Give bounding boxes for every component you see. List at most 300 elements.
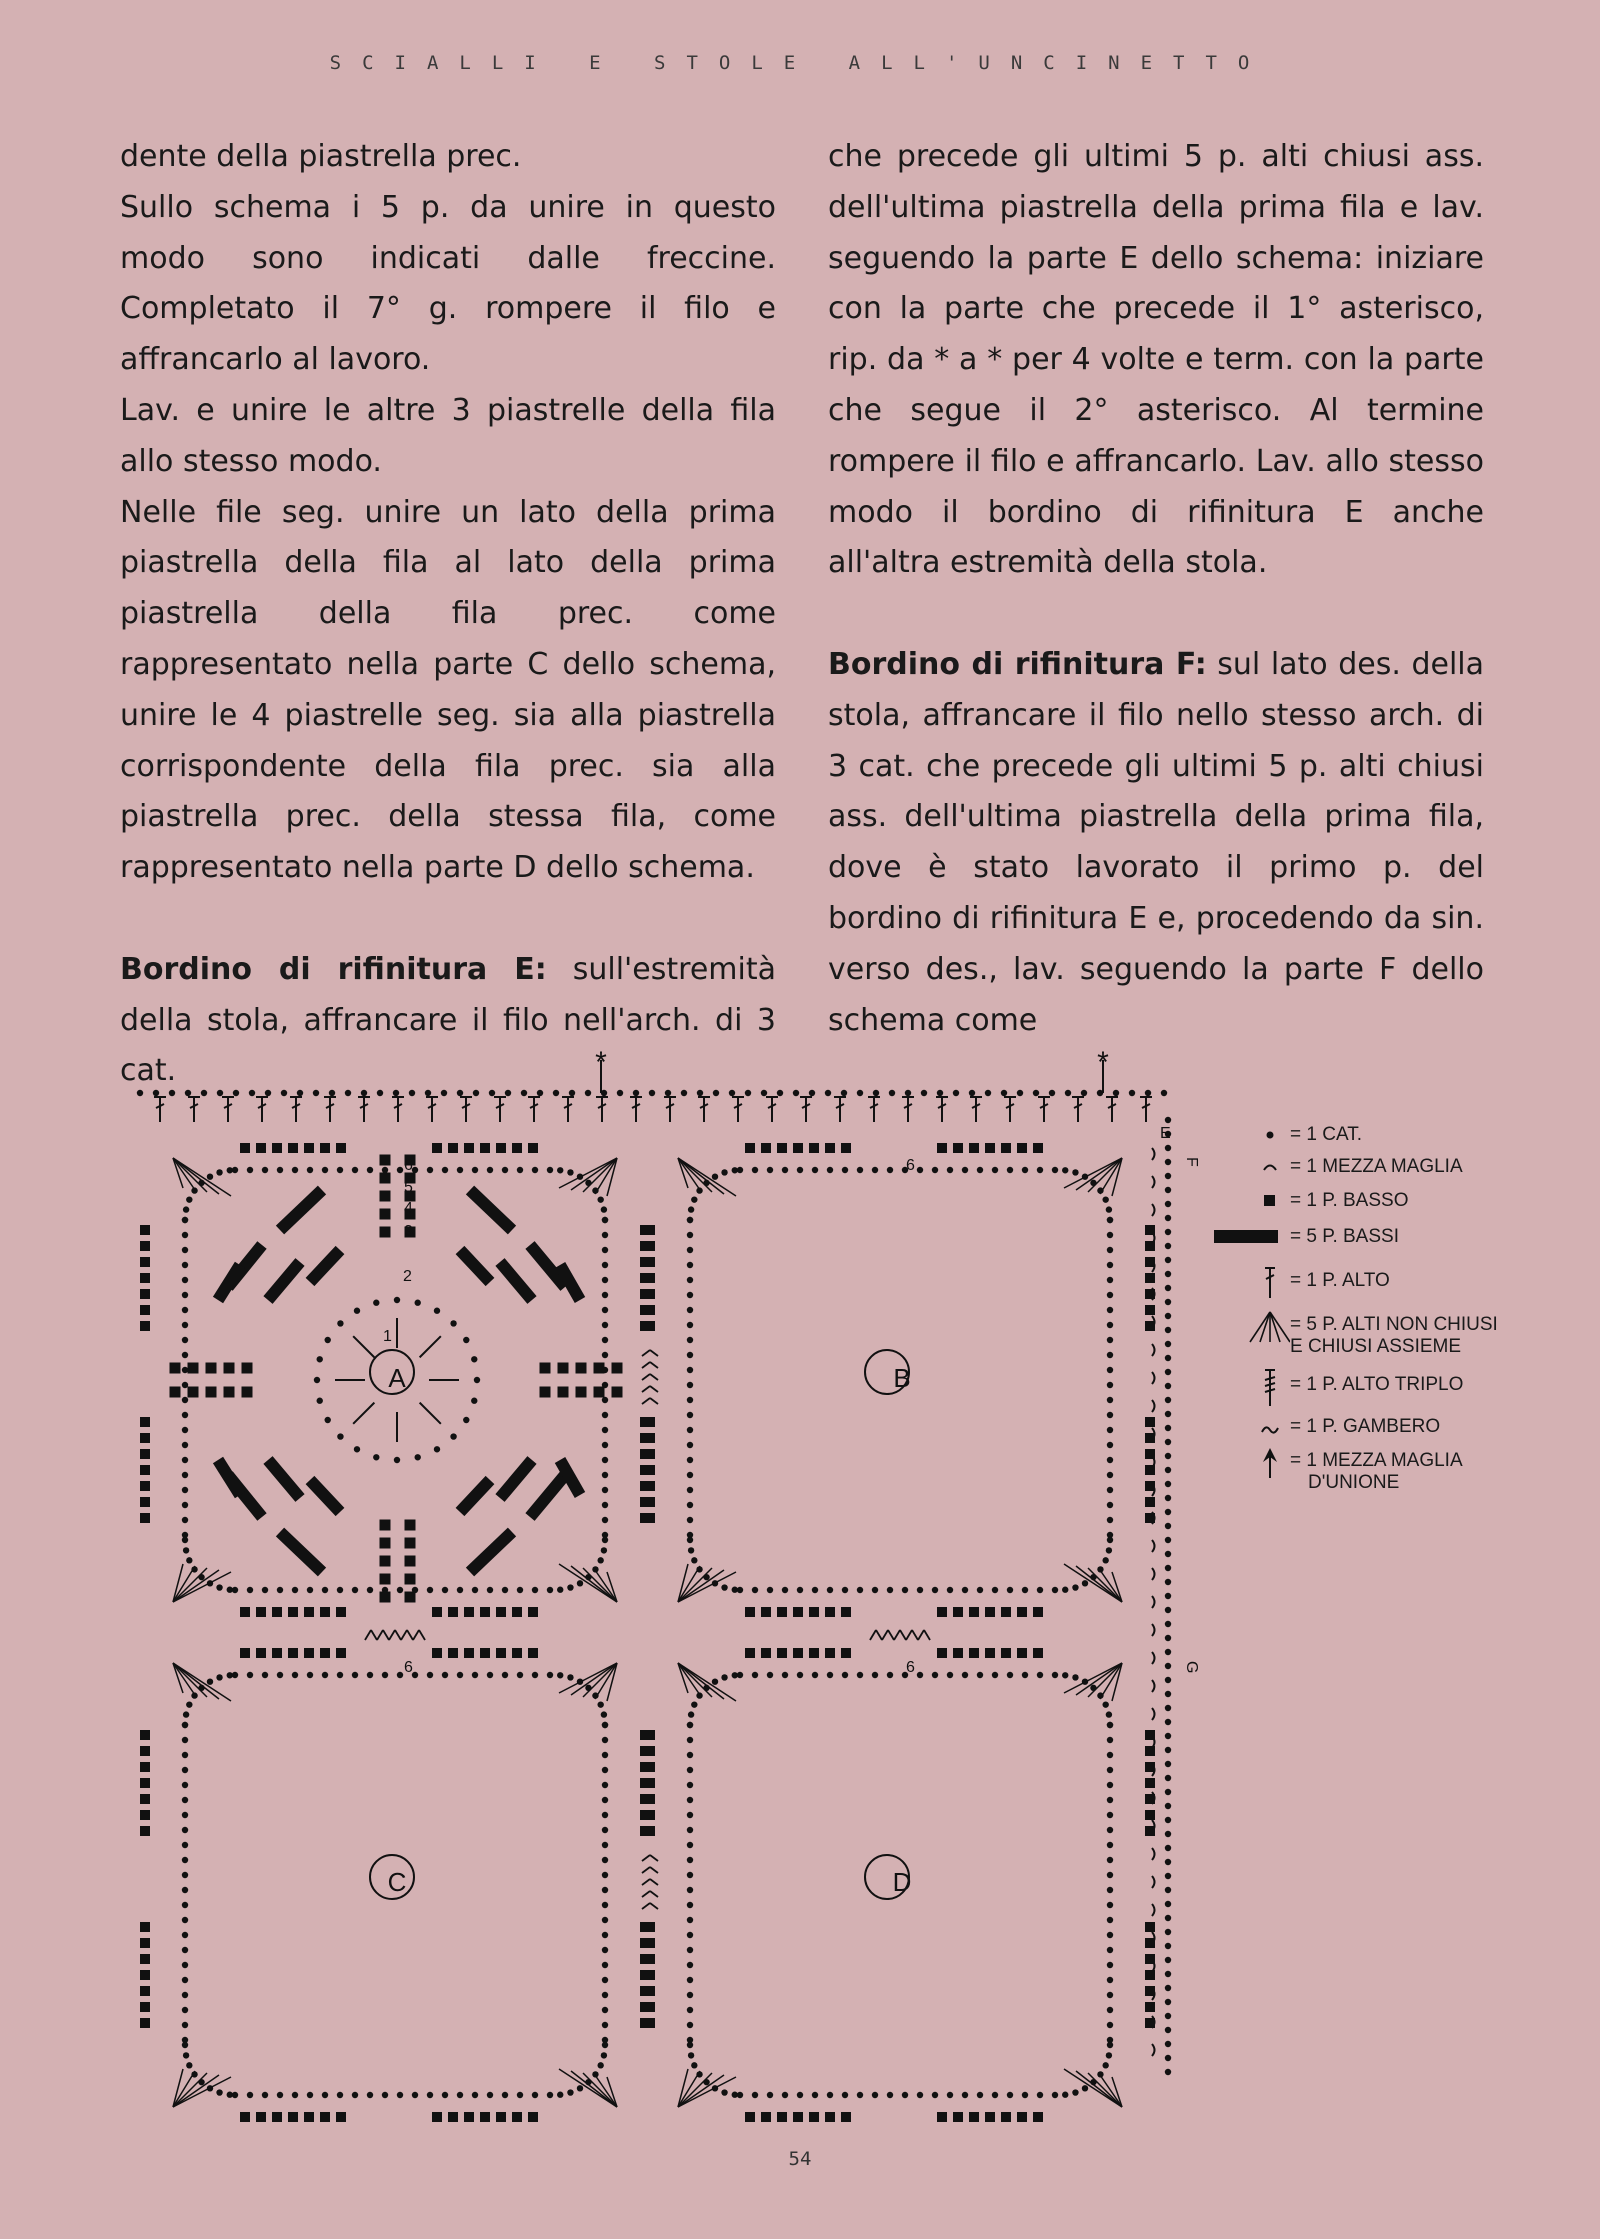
single-crochet-mark [1145, 1481, 1155, 1491]
single-crochet-mark [480, 1648, 490, 1658]
chain-dot [182, 1337, 188, 1343]
chain-dot [1165, 1887, 1171, 1893]
chain-dot [1107, 1842, 1113, 1848]
chain-dot [182, 1992, 188, 1998]
stitch-line [678, 1663, 700, 1695]
single-crochet-mark [841, 1607, 851, 1617]
chain-dot [367, 1672, 373, 1678]
stitch-line [559, 1564, 617, 1602]
chain-dot [1007, 1672, 1013, 1678]
single-crochet-mark [170, 1363, 181, 1374]
chain-dot [182, 1247, 188, 1253]
single-crochet-mark [825, 1648, 835, 1658]
chain-dot [687, 1517, 693, 1523]
stitch-line [650, 1903, 658, 1909]
chain-dot [1107, 1247, 1113, 1253]
single-crochet-mark [793, 2112, 803, 2122]
single-crochet-mark [448, 1143, 458, 1153]
single-crochet-mark [224, 1363, 235, 1374]
chain-dot [872, 1587, 878, 1593]
single-crochet-mark [405, 1520, 416, 1531]
chain-dot [1007, 1587, 1013, 1593]
chain-dot [434, 1446, 440, 1452]
chain-dot [1165, 1957, 1171, 1963]
chain-dot [182, 1472, 188, 1478]
chain-dot [183, 1547, 189, 1553]
single-crochet-mark [256, 1648, 266, 1658]
chain-dot [842, 1167, 848, 1173]
chain-dot [857, 2092, 863, 2098]
chain-dot [1107, 1487, 1113, 1493]
chain-dot [502, 1587, 508, 1593]
chain-dot [797, 2092, 803, 2098]
reverse-sc-mark [1152, 1596, 1155, 1608]
stitch-line [678, 1663, 736, 1701]
single-crochet-mark [140, 1826, 150, 1836]
chain-dot [601, 1206, 607, 1212]
stitch-line [650, 1867, 658, 1873]
chain-dot [1165, 1369, 1171, 1375]
chain-dot [1007, 1167, 1013, 1173]
chain-dot [1165, 1145, 1171, 1151]
chain-dot [1072, 2089, 1078, 2095]
chain-dot [687, 2007, 693, 2013]
single-crochet-mark [380, 1556, 391, 1567]
single-crochet-mark [953, 2112, 963, 2122]
single-crochet-mark [464, 1143, 474, 1153]
stitch-line [173, 1663, 195, 1695]
chain-dot [1165, 1747, 1171, 1753]
single-crochet-mark [645, 1922, 655, 1932]
single-crochet-mark [240, 2112, 250, 2122]
chain-dot [1022, 2092, 1028, 2098]
single-crochet-mark [140, 1778, 150, 1788]
single-crochet-mark [745, 2112, 755, 2122]
single-crochet-mark [380, 1227, 391, 1238]
legend-item: = 1 MEZZA MAGLIA [1210, 1150, 1590, 1190]
chain-dot [932, 1167, 938, 1173]
chain-dot [721, 2089, 727, 2095]
single-crochet-mark [985, 1607, 995, 1617]
round-number: 6 [906, 1659, 915, 1676]
chain-dot [489, 1090, 495, 1096]
legend-item: = 1 CAT. [1210, 1118, 1590, 1158]
paragraph: Nelle file seg. unire un lato della prima piastrella della fila al lato della prima piastrella della fila prec. come rappresentato nella parte C dello schema, unire le 4 piastrelle seg. sia alla piastrella corrispondente della fila prec. sia alla piastrella prec. della stessa fila, come rappresentato nella parte D dello schema. [120, 494, 776, 886]
chain-dot [322, 1672, 328, 1678]
chain-dot [557, 1167, 563, 1173]
chain-dot [474, 1377, 480, 1383]
reverse-sc-mark [1152, 1708, 1155, 1720]
chain-dot [953, 1090, 959, 1096]
chain-dot [597, 2062, 603, 2068]
chain-dot [688, 1206, 694, 1212]
single-crochet-mark [1001, 1607, 1011, 1617]
edge-label-e: E [1160, 1125, 1171, 1142]
single-crochet-mark [188, 1387, 199, 1398]
single-crochet-mark [645, 1794, 655, 1804]
chain-dot [1107, 1427, 1113, 1433]
chain-dot [917, 1587, 923, 1593]
stitch-line [678, 1158, 736, 1196]
chain-dot [782, 1672, 788, 1678]
chain-dot [262, 1672, 268, 1678]
stitch-line [173, 1663, 231, 1701]
chain-dot [602, 1307, 608, 1313]
chain-dot [487, 1672, 493, 1678]
chain-dot [427, 1672, 433, 1678]
chain-dot [1165, 1733, 1171, 1739]
chain-dot [450, 1433, 456, 1439]
chain-dot [687, 1292, 693, 1298]
chain-dot [793, 1090, 799, 1096]
chain-dot [169, 1090, 175, 1096]
single-crochet-mark [1145, 2018, 1155, 2028]
single-crochet-mark [140, 1225, 150, 1235]
single-crochet-mark [969, 1143, 979, 1153]
chain-dot [337, 2092, 343, 2098]
text-column-left [120, 132, 776, 1097]
stitch-line [642, 1855, 650, 1861]
single-crochet-mark [645, 1225, 655, 1235]
single-crochet-mark [336, 1648, 346, 1658]
single-crochet-mark [645, 1513, 655, 1523]
chain-dot [227, 1587, 233, 1593]
chain-dot [427, 1587, 433, 1593]
chain-dot [1052, 1167, 1058, 1173]
chain-dot [313, 1090, 319, 1096]
five-sc-bar [310, 1250, 340, 1282]
chain-dot [1165, 1467, 1171, 1473]
chain-dot [905, 1090, 911, 1096]
single-crochet-mark [140, 1938, 150, 1948]
chain-dot [216, 1169, 222, 1175]
chain-dot [463, 1417, 469, 1423]
chain-dot [601, 2052, 607, 2058]
chain-dot [182, 1857, 188, 1863]
chain-dot [472, 1672, 478, 1678]
single-crochet-mark [256, 1143, 266, 1153]
chain-dot [262, 2092, 268, 2098]
chain-dot [1107, 1797, 1113, 1803]
legend-item: = 5 P. ALTI NON CHIUSI E CHIUSI ASSIEME [1210, 1308, 1590, 1356]
chain-dot [393, 1090, 399, 1096]
chain-dot [1106, 1547, 1112, 1553]
single-crochet-mark [777, 1607, 787, 1617]
chain-dot [227, 1672, 233, 1678]
chain-dot [182, 1537, 188, 1543]
chain-dot [1102, 1196, 1108, 1202]
chain-dot [1165, 1397, 1171, 1403]
reverse-sc-mark [1152, 1652, 1155, 1664]
chain-dot [713, 1090, 719, 1096]
chain-dot [687, 1307, 693, 1313]
chain-dot [233, 1090, 239, 1096]
chain-dot [602, 1247, 608, 1253]
chain-dot [617, 1090, 623, 1096]
stitch-line [419, 1630, 425, 1640]
chain-dot [1145, 1090, 1151, 1096]
chain-dot [352, 1672, 358, 1678]
chain-dot [247, 1672, 253, 1678]
chain-dot [932, 2092, 938, 2098]
chain-dot [687, 2042, 693, 2048]
legend-item: = 1 MEZZA MAGLIA D'UNIONE [1210, 1444, 1590, 1492]
chain-dot [367, 2092, 373, 2098]
single-crochet-mark [809, 1607, 819, 1617]
single-crochet-mark [140, 1970, 150, 1980]
edge-label-g: G [1183, 1661, 1200, 1674]
chain-dot [809, 1090, 815, 1096]
chain-dot [687, 1872, 693, 1878]
chain-dot [602, 1277, 608, 1283]
reverse-sc-mark [1152, 1148, 1155, 1160]
single-crochet-mark [1145, 1497, 1155, 1507]
round-number: 1 [383, 1328, 392, 1345]
chain-dot [665, 1090, 671, 1096]
chain-dot [409, 1090, 415, 1096]
chain-dot [457, 1587, 463, 1593]
chain-dot [471, 1398, 477, 1404]
chain-dot [337, 1320, 343, 1326]
chain-dot [687, 1487, 693, 1493]
chain-dot [201, 1090, 207, 1096]
chain-dot [182, 1737, 188, 1743]
single-crochet-mark [380, 1209, 391, 1220]
single-crochet-mark [528, 1648, 538, 1658]
single-crochet-mark [612, 1387, 623, 1398]
chain-dot [812, 1672, 818, 1678]
chain-dot [547, 1167, 553, 1173]
single-crochet-mark [1017, 2112, 1027, 2122]
chain-dot [687, 1812, 693, 1818]
chain-dot [857, 1672, 863, 1678]
chain-dot [567, 2089, 573, 2095]
chain-dot [292, 1672, 298, 1678]
chain-dot [777, 1090, 783, 1096]
reverse-sc-mark [1152, 1904, 1155, 1916]
single-crochet-mark [405, 1592, 416, 1603]
five-single-crochet-icon [1210, 1220, 1290, 1260]
chain-dot [1165, 1481, 1171, 1487]
chain-dot [373, 1300, 379, 1306]
chain-dot [1165, 1341, 1171, 1347]
single-crochet-mark [937, 2112, 947, 2122]
chain-dot [382, 1672, 388, 1678]
chain-dot [373, 1454, 379, 1460]
chain-dot [797, 1167, 803, 1173]
chain-dot [1165, 1537, 1171, 1543]
stitch-line [383, 1630, 389, 1640]
chain-dot [602, 1262, 608, 1268]
chain-dot [463, 1337, 469, 1343]
chain-dot [1022, 1167, 1028, 1173]
chain-dot [1072, 1169, 1078, 1175]
chain-dot [517, 2092, 523, 2098]
stitch-line [650, 1879, 658, 1885]
chain-dot [687, 1932, 693, 1938]
chain-dot [917, 2092, 923, 2098]
single-crochet-mark [1017, 1648, 1027, 1658]
reverse-sc-mark [1152, 1624, 1155, 1636]
paragraph: Sullo schema i 5 p. da unire in questo modo sono indicati dalle freccine. Completato il 7° g. rompere il filo e affrancarlo al lavoro. [120, 189, 776, 378]
single-crochet-mark [645, 1481, 655, 1491]
chain-dot [1165, 1355, 1171, 1361]
chain-dot [687, 1737, 693, 1743]
single-crochet-mark [140, 1449, 150, 1459]
chain-dot [216, 1674, 222, 1680]
chain-dot [1165, 1719, 1171, 1725]
chain-dot [602, 1902, 608, 1908]
chain-dot [1107, 1412, 1113, 1418]
chain-dot [182, 1277, 188, 1283]
chain-dot [322, 1167, 328, 1173]
chain-dot [887, 1167, 893, 1173]
five-sc-bar [460, 1480, 490, 1512]
single-crochet-mark [496, 1648, 506, 1658]
chain-dot [602, 1722, 608, 1728]
single-crochet-mark [761, 1607, 771, 1617]
chain-dot [567, 1584, 573, 1590]
single-crochet-mark [242, 1363, 253, 1374]
chain-dot [1107, 1992, 1113, 1998]
chain-dot [1165, 1691, 1171, 1697]
chain-dot [1165, 1215, 1171, 1221]
chain-dot [1037, 1167, 1043, 1173]
chain-dot [602, 1502, 608, 1508]
chain-dot [345, 1090, 351, 1096]
single-crochet-mark [761, 2112, 771, 2122]
single-crochet-mark [825, 1143, 835, 1153]
chain-dot [1107, 1722, 1113, 1728]
chain-dot [1107, 2007, 1113, 2013]
chain-dot [687, 1962, 693, 1968]
chain-dot [687, 1767, 693, 1773]
chain-dot [1161, 1090, 1167, 1096]
single-crochet-mark [496, 2112, 506, 2122]
chain-dot [182, 1722, 188, 1728]
chain-dot [691, 1196, 697, 1202]
chain-dot [415, 1300, 421, 1306]
chain-dot [1165, 1523, 1171, 1529]
single-crochet-mark [1145, 1810, 1155, 1820]
chain-dot [307, 2092, 313, 2098]
stitch-line [876, 1630, 882, 1640]
chain-dot [517, 1167, 523, 1173]
chain-dot [442, 1167, 448, 1173]
single-crochet-mark [985, 1143, 995, 1153]
chain-dot [687, 1262, 693, 1268]
single-crochet-mark [140, 1257, 150, 1267]
chain-dot [1062, 1672, 1068, 1678]
single-crochet-mark [645, 1273, 655, 1283]
chain-dot [182, 1502, 188, 1508]
chain-dot [182, 1962, 188, 1968]
paragraph: dente della piastrella prec. [120, 139, 522, 174]
chain-dot [827, 1587, 833, 1593]
chain-dot [1107, 1352, 1113, 1358]
single-crochet-mark [645, 1497, 655, 1507]
single-crochet-mark [1033, 1607, 1043, 1617]
chain-dot [1165, 1817, 1171, 1823]
chain-dot [842, 1587, 848, 1593]
chain-dot [1107, 1537, 1113, 1543]
reverse-sc-mark [1152, 1568, 1155, 1580]
stitch-line [642, 1374, 650, 1380]
single-crochet-mark [380, 1173, 391, 1184]
chain-dot [182, 1262, 188, 1268]
single-crochet-mark [645, 1938, 655, 1948]
chain-dot [397, 1672, 403, 1678]
running-header: SCIALLI E STOLE ALL'UNCINETTO [329, 52, 1271, 74]
single-crochet-mark [288, 1648, 298, 1658]
chain-dot [502, 1167, 508, 1173]
chain-dot [597, 1701, 603, 1707]
chain-dot [394, 1457, 400, 1463]
chain-dot [797, 1587, 803, 1593]
single-crochet-mark [272, 1143, 282, 1153]
single-crochet-mark [336, 2112, 346, 2122]
chain-dot [1165, 1173, 1171, 1179]
chain-dot [182, 1797, 188, 1803]
chain-dot [182, 1292, 188, 1298]
single-crochet-mark [496, 1143, 506, 1153]
stitch-line [650, 1362, 658, 1368]
chain-dot [182, 1842, 188, 1848]
single-crochet-mark [1145, 1778, 1155, 1788]
join-stitch-icon [1210, 1444, 1290, 1484]
single-crochet-mark [645, 1986, 655, 1996]
stitch-line [1100, 2075, 1122, 2107]
single-crochet-mark [985, 2112, 995, 2122]
stitch-line [642, 1386, 650, 1392]
chain-dot [1107, 1217, 1113, 1223]
chain-dot [182, 1782, 188, 1788]
chain-dot [687, 1842, 693, 1848]
chain-dot [797, 1672, 803, 1678]
chain-dot [902, 1587, 908, 1593]
chain-dot [337, 1167, 343, 1173]
chain-dot [1107, 1767, 1113, 1773]
single-crochet-mark [512, 1648, 522, 1658]
chain-dot [532, 1672, 538, 1678]
five-sc-bar [310, 1480, 340, 1512]
stitch-line [353, 1403, 374, 1424]
chain-dot [182, 1352, 188, 1358]
chain-dot [517, 1672, 523, 1678]
five-sc-bar [280, 1532, 322, 1572]
single-crochet-mark [953, 1607, 963, 1617]
single-crochet-mark [464, 1648, 474, 1658]
single-crochet-mark [645, 1305, 655, 1315]
chain-dot [182, 1977, 188, 1983]
single-crochet-mark [612, 1363, 623, 1374]
chain-dot [1102, 2062, 1108, 2068]
single-crochet-mark [140, 1986, 150, 1996]
chain-dot [602, 1782, 608, 1788]
single-crochet-mark [380, 1155, 391, 1166]
chain-dot [1062, 1587, 1068, 1593]
stitch-line [650, 1891, 658, 1897]
chain-dot [434, 1308, 440, 1314]
chain-dot [687, 1977, 693, 1983]
stitch-line [650, 1855, 658, 1861]
chain-dot [354, 1446, 360, 1452]
single-crochet-mark [576, 1363, 587, 1374]
chain-dot [1165, 1201, 1171, 1207]
single-crochet-mark [464, 1607, 474, 1617]
chain-dot [782, 1167, 788, 1173]
chain-dot [602, 1977, 608, 1983]
